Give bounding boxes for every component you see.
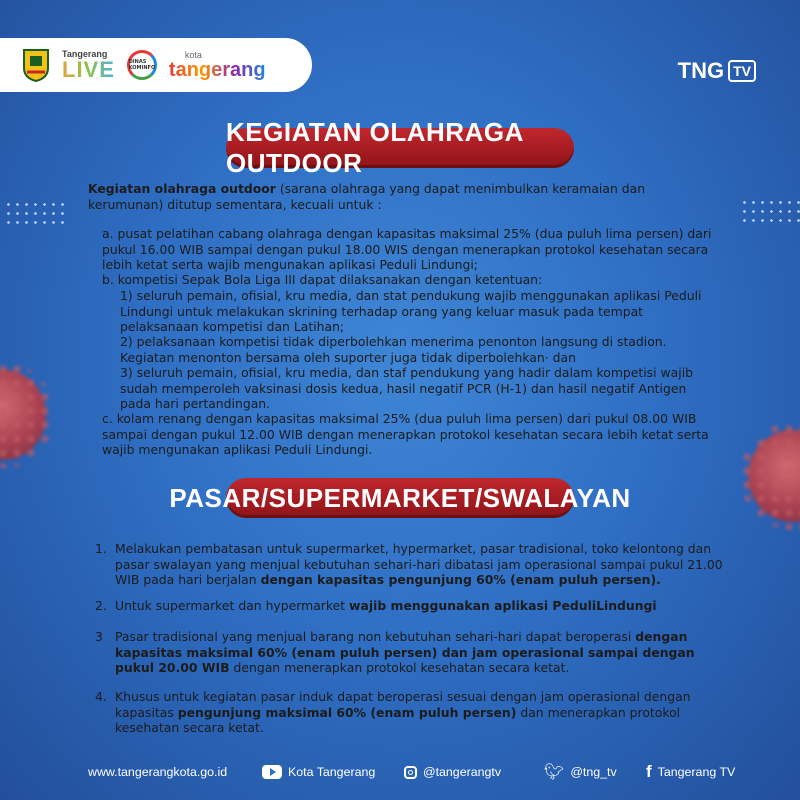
footer: [0, 760, 800, 784]
list-item-1: Melakukan pembatasan untuk supermarket, hypermarket, pasar tradisional, toko kelontong dan pasar swalayan yang menjual kebutuhan sehari-hari dibatasi jam operasional sampai pukul 21.00 WIB pada hari berjalan dengan kapasitas pengunjung 60% (enam puluh persen).: [115, 541, 723, 588]
kota-tangerang-logo: kota tangerang: [168, 49, 266, 81]
instagram-icon: [404, 766, 417, 779]
item-b1: 1) seluruh pemain, ofisial, kru media, dan stat pendukung wajib menggunakan aplikasi Peduli Lindungi untuk melakukan skrining terhadap orang yang keluar masuk pada tempat pelaksanaan kompetisi dan Latihan;: [120, 288, 702, 335]
section-title-olahraga: KEGIATAN OLAHRAGA OUTDOOR: [226, 128, 574, 168]
instagram-link[interactable]: @tangerangtv: [404, 765, 501, 779]
twitter-icon: 🐦︎: [544, 764, 565, 781]
list-item-2: Untuk supermarket dan hypermarket wajib menggunakan aplikasi PeduliLindungi: [115, 598, 657, 613]
item-c: c. kolam renang dengan kapasitas maksimal 25% (dua puluh lima persen) dari pukul 08.00 WIB sampai dengan pukul 12.00 WIB dengan menerapkan protokol kesehatan secara lebih ketat serta wajib mengunakan aplikasi Peduli Lindungi.: [102, 411, 709, 458]
list-number: 4.: [95, 689, 107, 704]
virus-illustration-left: [0, 370, 46, 460]
section1-intro: Kegiatan olahraga outdoor (sarana olahraga yang dapat menimbulkan keramaian dan kerumunan) ditutup sementara, kecuali untuk :: [88, 181, 646, 212]
virus-illustration-right: [748, 430, 800, 522]
item-a: a. pusat pelatihan cabang olahraga dengan kapasitas maksimal 25% (dua puluh lima persen) dari pukul 16.00 WIB sampai dengan pukul 18.00 WIS dengan menerapkan protokol kesehatan secara lebih ketat serta wajib mengunakan aplikasi Peduli Lindungi;: [102, 226, 712, 273]
list-item-4: Khusus untuk kegiatan pasar induk dapat beroperasi sesuai dengan jam operasional dengan kapasitas pengunjung maksimal 60% (enam puluh persen) dan menerapkan protokol kesehatan secara ketat.: [115, 689, 691, 736]
website-link[interactable]: www.tangerangkota.go.id: [88, 765, 228, 779]
item-b: b. kompetisi Sepak Bola Liga III dapat dilaksanakan dengan ketentuan:: [102, 272, 543, 287]
tangerang-live-logo: Tangerang LIVE: [62, 48, 115, 82]
tng-tv-logo: TNG TV: [678, 58, 756, 84]
city-emblem-icon: [22, 48, 50, 82]
list-number: 1.: [95, 541, 107, 556]
twitter-link[interactable]: 🐦︎ @tng_tv: [544, 764, 617, 781]
facebook-icon: f: [646, 762, 652, 781]
item-b2: 2) pelaksanaan kompetisi tidak diperbolehkan menerima penonton langsung di stadion. Kegiatan menonton bersama oleh suporter juga tidak diperbolehkan· dan: [120, 334, 667, 365]
section-title-pasar: PASAR/SUPERMARKET/SWALAYAN: [226, 478, 574, 518]
list-number: 2.: [95, 598, 107, 613]
facebook-link[interactable]: f Tangerang TV: [646, 762, 736, 781]
dot-pattern-right: [740, 198, 800, 228]
list-item-3: Pasar tradisional yang menjual barang non kebutuhan sehari-hari dapat beroperasi dengan kapasitas maksimal 60% (enam puluh persen) dan jam operasional sampai dengan pukul 20.00 WIB dengan menerapkan protokol kesehatan secara ketat.: [115, 629, 695, 676]
logo-bar: [0, 38, 312, 92]
kominfo-logo: DINAS KOMINFO: [127, 50, 157, 80]
list-number: 3: [95, 629, 103, 644]
item-b3: 3) seluruh pemain, ofisial, kru media, dan staf pendukung yang hadir dalam kompetisi wajib sudah memperoleh vaksinasi dosis kedua, hasil negatif PCR (H-1) dan hasil negatif Antigen pada hari pertandingan.: [120, 365, 693, 412]
youtube-link[interactable]: Kota Tangerang: [262, 765, 375, 779]
youtube-icon: [262, 765, 282, 779]
dot-pattern-left: [4, 200, 64, 230]
